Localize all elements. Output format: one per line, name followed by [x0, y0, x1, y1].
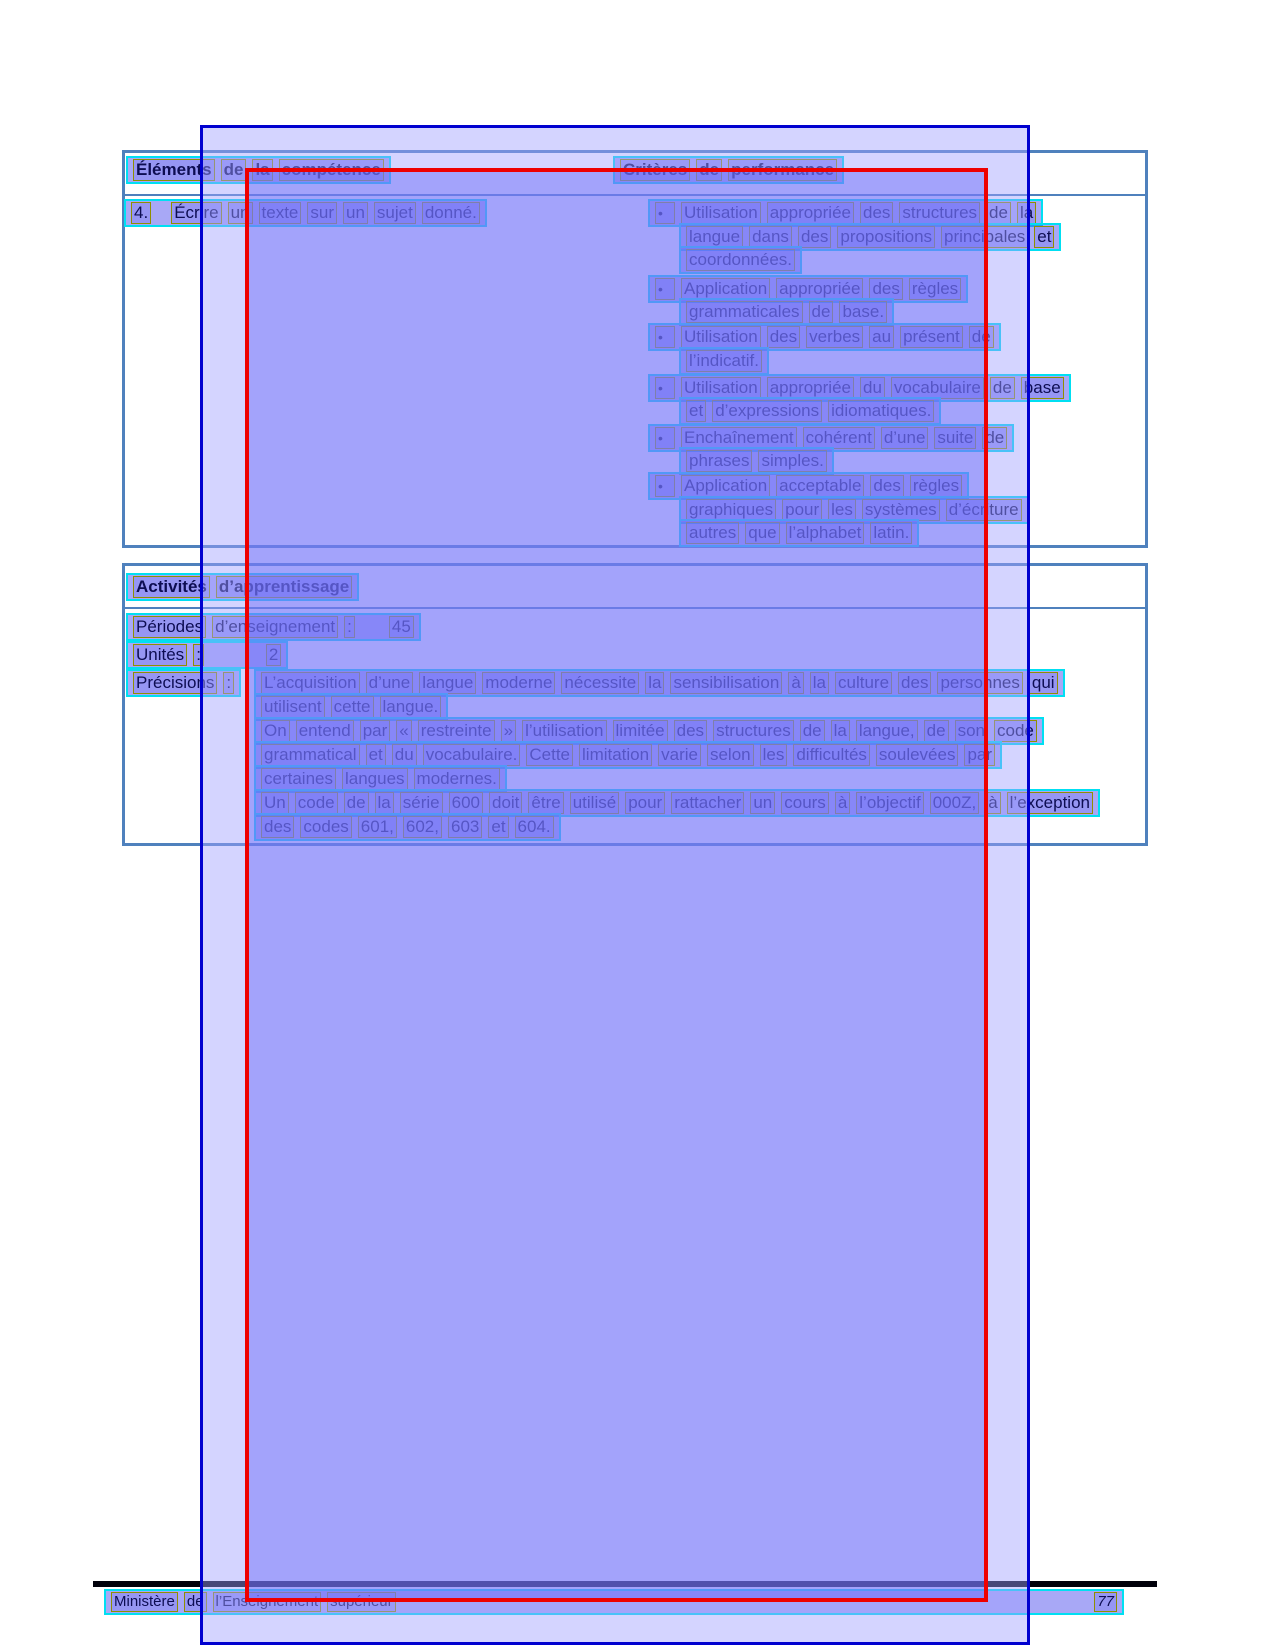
word-box: 601, — [358, 816, 397, 838]
word-box: de — [982, 427, 1007, 449]
word-box: Utilisation — [681, 326, 761, 348]
word-box: de — [990, 377, 1015, 399]
word-box: Application — [681, 475, 770, 497]
word-box: 604. — [515, 816, 554, 838]
word-box: modernes. — [414, 768, 500, 790]
word-box: à — [788, 672, 803, 694]
word-box: varie — [658, 744, 701, 766]
word-box: propositions — [837, 226, 935, 248]
criterion-4-line-2 — [679, 397, 941, 425]
criterion-3-line-2 — [679, 347, 769, 375]
word-box: autres — [686, 522, 739, 544]
word-box: texte — [259, 202, 302, 224]
word-box: latin. — [870, 522, 912, 544]
word-box: appropriée — [776, 278, 863, 300]
word-box: supérieur — [327, 1592, 396, 1612]
word-box: des — [870, 475, 903, 497]
word-box: Précisions — [133, 672, 217, 694]
word-box: Éléments — [133, 159, 215, 181]
word-box: la — [645, 672, 664, 694]
word-box: pour — [625, 792, 665, 814]
word-box: de — [696, 159, 722, 181]
word-box: la — [831, 720, 850, 742]
activities-table-header-divider — [122, 607, 1148, 609]
word-box: un — [750, 792, 775, 814]
word-box: un — [343, 202, 368, 224]
word-box: d’écriture — [946, 499, 1022, 521]
word-box: être — [528, 792, 563, 814]
word-box: que — [745, 522, 779, 544]
word-box: sur — [307, 202, 337, 224]
word-box: » — [501, 720, 516, 742]
word-box: graphiques — [686, 499, 776, 521]
word-box: son — [955, 720, 988, 742]
word-box: suite — [934, 427, 976, 449]
word-box: d’une — [881, 427, 929, 449]
word-box: sujet — [374, 202, 416, 224]
word-box: Cette — [526, 744, 573, 766]
criterion-5-line-2 — [679, 447, 834, 475]
table1-header-right — [613, 156, 844, 184]
word-box: base. — [839, 301, 887, 323]
word-box: grammatical — [261, 744, 360, 766]
word-box: et — [1034, 226, 1054, 248]
table1-header-left — [126, 156, 391, 184]
word-box: Ministère — [111, 1592, 178, 1612]
periodes-row — [126, 613, 421, 641]
word-box: cohérent — [803, 427, 875, 449]
word-box: Critères — [620, 159, 690, 181]
word-box: pour — [782, 499, 822, 521]
word-box: limitation — [579, 744, 652, 766]
word-box: idiomatiques. — [828, 400, 934, 422]
bullet-icon: • — [655, 278, 675, 300]
word-box: culture — [835, 672, 892, 694]
word-box: et — [686, 400, 706, 422]
word-box: par — [360, 720, 391, 742]
bullet-icon: • — [655, 475, 675, 497]
element-4 — [124, 199, 487, 227]
word-box: soulevées — [876, 744, 959, 766]
word-box: compétence — [279, 159, 384, 181]
word-box: présent — [900, 326, 963, 348]
precision-3-line-2 — [254, 813, 561, 841]
word-box: et — [366, 744, 386, 766]
word-box: utilisent — [261, 696, 325, 718]
word-box: à — [985, 792, 1000, 814]
word-box: l’objectif — [856, 792, 923, 814]
word-box: des — [860, 202, 893, 224]
word-box: appropriée — [767, 202, 854, 224]
word-box: les — [828, 499, 856, 521]
word-box: de — [184, 1592, 207, 1612]
word-box: acceptable — [776, 475, 864, 497]
word-box: « — [396, 720, 411, 742]
word-box: langue, — [856, 720, 918, 742]
word-box: utilisé — [570, 792, 619, 814]
word-box: donné. — [422, 202, 480, 224]
word-box: 602, — [403, 816, 442, 838]
word-box: simples. — [758, 450, 826, 472]
bullet-icon: • — [655, 326, 675, 348]
word-box: code — [994, 720, 1037, 742]
word-box: règles — [909, 278, 961, 300]
word-box: Activités — [133, 576, 210, 598]
word-box: la — [810, 672, 829, 694]
word-box: 45 — [389, 616, 414, 638]
word-box: de — [809, 301, 834, 323]
word-box: difficultés — [793, 744, 870, 766]
word-box: personnes — [937, 672, 1022, 694]
word-box: principales — [941, 226, 1028, 248]
word-box: 000Z, — [930, 792, 979, 814]
word-box: de — [924, 720, 949, 742]
word-box: Unités — [133, 644, 187, 666]
word-box: : — [223, 672, 234, 694]
word-box: selon — [707, 744, 754, 766]
word-box: langue — [419, 672, 476, 694]
precisions-label — [126, 669, 241, 697]
word-box: 600 — [449, 792, 483, 814]
word-box: la — [375, 792, 394, 814]
word-box: sensibilisation — [670, 672, 782, 694]
word-box: au — [869, 326, 894, 348]
word-box: qui — [1029, 672, 1058, 694]
word-box: un — [228, 202, 253, 224]
bullet-icon: • — [655, 202, 675, 224]
word-box: coordonnées. — [686, 249, 795, 271]
word-box: la — [1017, 202, 1036, 224]
word-box: verbes — [806, 326, 863, 348]
word-box: doit — [489, 792, 522, 814]
word-box: de — [986, 202, 1011, 224]
word-box: d’enseignement — [212, 616, 338, 638]
word-box: série — [400, 792, 443, 814]
word-box: par — [964, 744, 995, 766]
word-box: règles — [910, 475, 962, 497]
word-box: Périodes — [133, 616, 206, 638]
word-box: grammaticales — [686, 301, 803, 323]
word-box: restreinte — [418, 720, 495, 742]
word-box: 4. — [131, 202, 151, 224]
word-box: Utilisation — [681, 202, 761, 224]
word-box: des — [798, 226, 831, 248]
word-box: systèmes — [862, 499, 940, 521]
unites-row — [126, 641, 288, 669]
word-box: limitée — [613, 720, 668, 742]
criterion-6-line-3 — [679, 519, 919, 547]
word-box: phrases — [686, 450, 752, 472]
word-box: l’indicatif. — [686, 350, 762, 372]
word-box: structures — [713, 720, 794, 742]
word-box: cours — [781, 792, 829, 814]
word-box: l’Enseignement — [213, 1592, 322, 1612]
word-box: Application — [681, 278, 770, 300]
word-box: code — [295, 792, 338, 814]
bullet-icon: • — [655, 377, 675, 399]
word-box: appropriée — [767, 377, 854, 399]
word-box: 2 — [266, 644, 281, 666]
word-box: langue. — [380, 696, 442, 718]
word-box: dans — [749, 226, 792, 248]
word-box: de — [800, 720, 825, 742]
word-box: et — [488, 816, 508, 838]
word-box: à — [835, 792, 850, 814]
word-box: langues — [342, 768, 408, 790]
word-box: la — [252, 159, 272, 181]
word-box: d’une — [366, 672, 414, 694]
word-box: codes — [300, 816, 351, 838]
word-box: de — [344, 792, 369, 814]
word-box: vocabulaire. — [423, 744, 521, 766]
word-box: les — [760, 744, 788, 766]
word-box: l’utilisation — [522, 720, 606, 742]
word-box: : — [193, 644, 204, 666]
word-box: : — [344, 616, 355, 638]
word-box: de — [221, 159, 247, 181]
word-box: rattacher — [671, 792, 744, 814]
competence-table-header-divider — [122, 194, 1148, 196]
word-box: moderne — [482, 672, 555, 694]
word-box: entend — [296, 720, 354, 742]
word-box: Utilisation — [681, 377, 761, 399]
criterion-2-line-2 — [679, 298, 894, 326]
word-box: nécessite — [561, 672, 639, 694]
word-box: Écrire — [171, 202, 221, 224]
page-number: 77 — [1094, 1592, 1117, 1612]
word-box: de — [969, 326, 994, 348]
word-box: Un — [261, 792, 289, 814]
word-box: performance — [728, 159, 837, 181]
footer-line — [104, 1589, 1124, 1615]
word-box: d’expressions — [712, 400, 822, 422]
word-box: du — [392, 744, 417, 766]
word-box: cette — [331, 696, 374, 718]
word-box: l’alphabet — [786, 522, 865, 544]
word-box: d’apprentissage — [216, 576, 352, 598]
word-box: des — [767, 326, 800, 348]
word-box: Enchaînement — [681, 427, 797, 449]
bullet-icon: • — [655, 427, 675, 449]
word-box: du — [860, 377, 885, 399]
table2-header — [126, 573, 359, 601]
word-box: certaines — [261, 768, 336, 790]
word-box: des — [674, 720, 707, 742]
word-box: des — [261, 816, 294, 838]
word-box: l’exception — [1007, 792, 1093, 814]
word-box: base — [1021, 377, 1064, 399]
word-box: vocabulaire — [891, 377, 984, 399]
footer-rule — [93, 1581, 1157, 1587]
word-box: 603 — [448, 816, 482, 838]
word-box: langue — [686, 226, 743, 248]
word-box: structures — [899, 202, 980, 224]
word-box: des — [869, 278, 902, 300]
criterion-1-line-3 — [679, 246, 802, 274]
word-box: des — [898, 672, 931, 694]
word-box: On — [261, 720, 290, 742]
word-box: L’acquisition — [261, 672, 360, 694]
